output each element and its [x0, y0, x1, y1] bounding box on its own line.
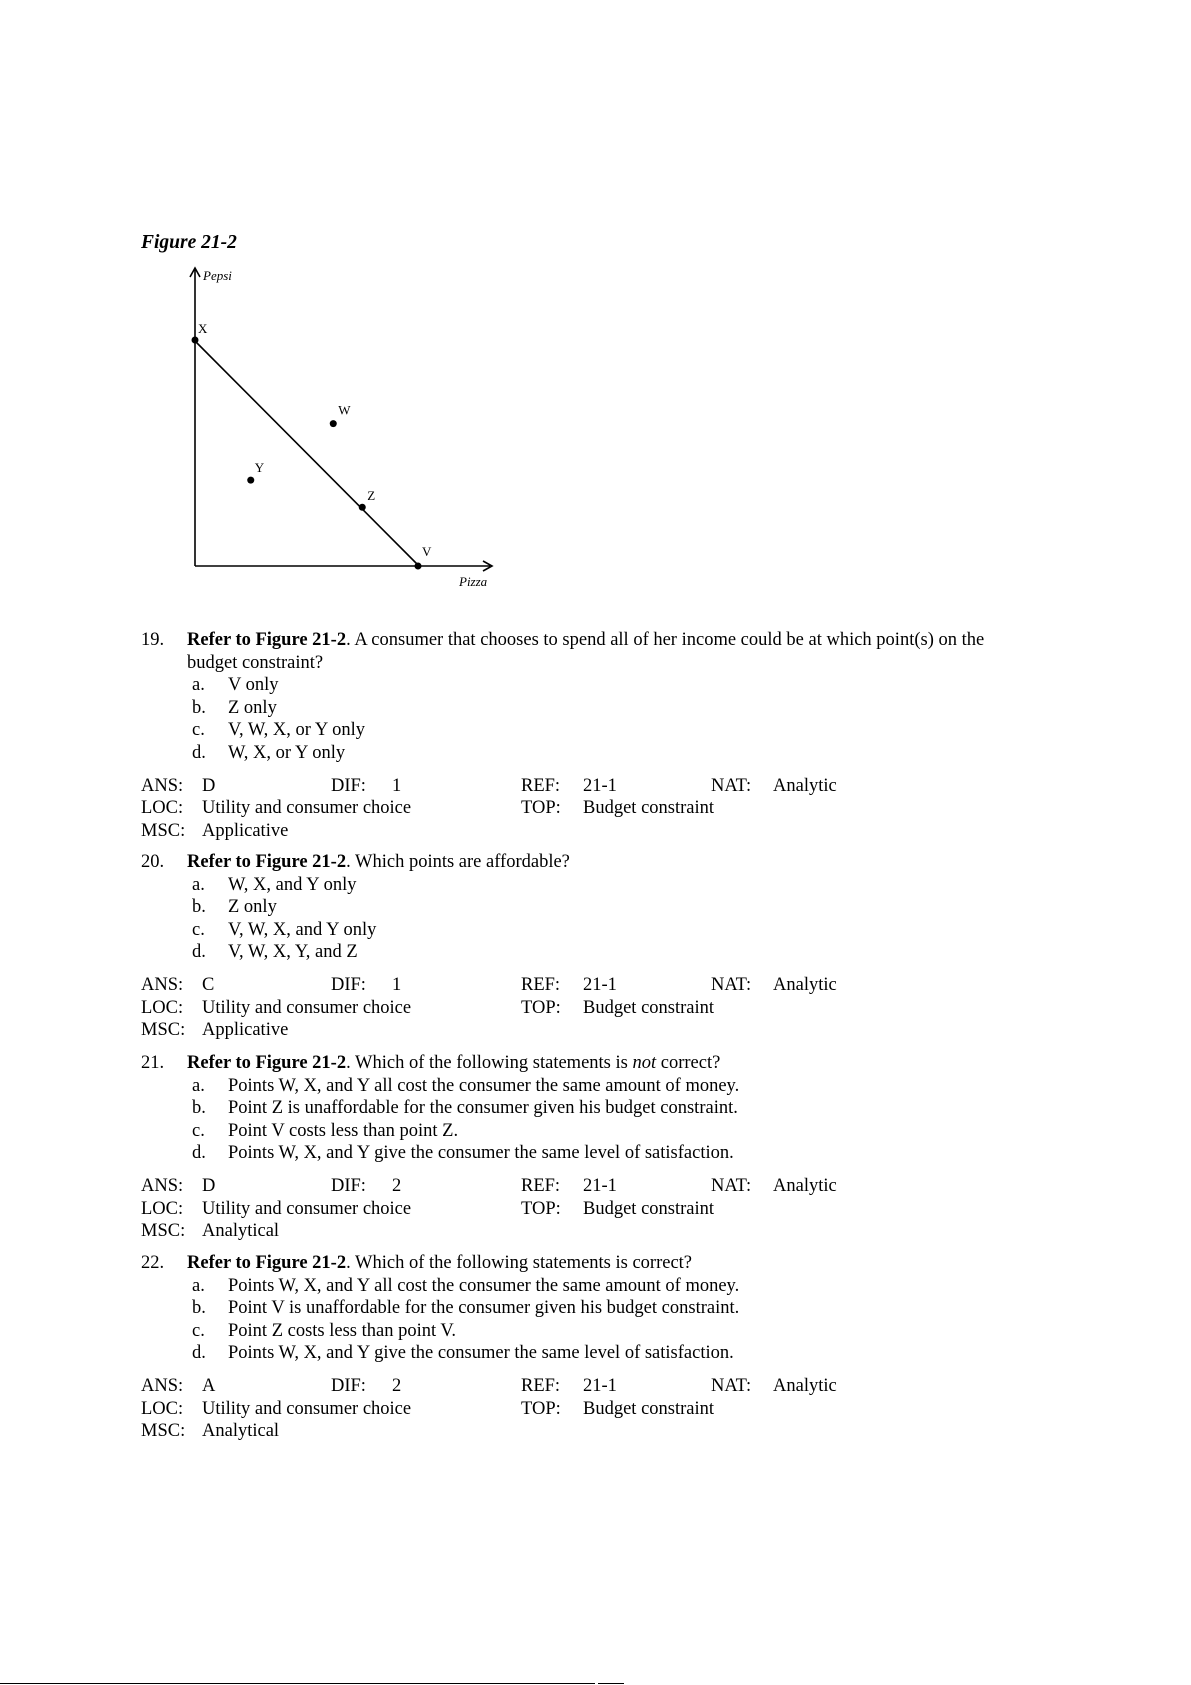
ans-label: ANS:	[141, 975, 184, 995]
nat-value: Analytic	[773, 975, 837, 995]
dif-value: 2	[392, 1176, 402, 1196]
option-letter: d.	[192, 942, 206, 963]
option-letter: b.	[192, 1298, 206, 1319]
ref-value: 21-1	[583, 975, 617, 995]
loc-label: LOC:	[141, 997, 184, 1018]
ref-value: 21-1	[583, 1176, 617, 1196]
msc-label: MSC:	[141, 1221, 186, 1242]
option-letter: c.	[192, 919, 205, 940]
question-text: . Which of the following statements is	[346, 1053, 633, 1073]
point-label-z: W	[338, 402, 351, 418]
dif-value: 2	[392, 1376, 402, 1396]
point-label-v: Y	[254, 460, 265, 476]
ref-label: REF:	[521, 1376, 561, 1396]
question-number: 19.	[141, 630, 165, 650]
loc-value: Utility and consumer choice	[202, 997, 412, 1018]
ans-value: D	[202, 1176, 216, 1196]
nat-value: Analytic	[773, 1376, 837, 1396]
point-x	[192, 337, 199, 344]
option-letter: a.	[192, 874, 205, 895]
nat-label: NAT:	[711, 1376, 752, 1396]
ans-label: ANS:	[141, 1176, 184, 1196]
option-letter: a.	[192, 1075, 205, 1096]
nat-value: Analytic	[773, 775, 837, 796]
ref-label: REF:	[521, 975, 561, 995]
question-ref: Refer to Figure 21-2	[187, 630, 347, 650]
option-text: W, X, or Y only	[228, 743, 346, 763]
question-stem	[187, 852, 570, 873]
option-text: Points W, X, and Y all cost the consumer the same amount of money.	[228, 1275, 740, 1296]
y-axis-label: Pepsi	[203, 268, 232, 283]
top-value: Budget constraint	[583, 1398, 715, 1419]
question-text: . A consumer that chooses to spend all of her income could be at which point(s) on the	[346, 630, 985, 650]
msc-value: Analytical	[202, 1421, 280, 1442]
nat-label: NAT:	[711, 1176, 752, 1196]
option-letter: b.	[192, 697, 206, 718]
msc-label: MSC:	[141, 1421, 186, 1442]
question-ref: Refer to Figure 21-2	[187, 1253, 347, 1273]
msc-label: MSC:	[141, 820, 186, 841]
point-v	[247, 477, 254, 484]
point-y	[415, 563, 422, 570]
question-text: . Which points are affordable?	[346, 852, 570, 872]
option-letter: c.	[192, 720, 205, 741]
option-letter: d.	[192, 1143, 206, 1164]
ans-label: ANS:	[141, 775, 184, 796]
nat-label: NAT:	[711, 975, 752, 995]
figure-title: Figure 21-2	[141, 232, 237, 253]
option-text: V, W, X, or Y only	[228, 720, 366, 741]
footer-rule	[0, 1683, 595, 1684]
msc-value: Applicative	[202, 820, 289, 841]
dif-label: DIF:	[331, 1176, 366, 1196]
option-text: Point V is unaffordable for the consumer given his budget constraint.	[228, 1298, 740, 1319]
question-stem	[187, 1253, 692, 1274]
ref-label: REF:	[521, 1176, 561, 1196]
option-text: Points W, X, and Y all cost the consumer the same amount of money.	[228, 1075, 740, 1096]
loc-value: Utility and consumer choice	[202, 1398, 412, 1419]
top-label: TOP:	[521, 1198, 561, 1219]
msc-value: Analytical	[202, 1221, 280, 1242]
top-label: TOP:	[521, 1398, 561, 1419]
loc-value: Utility and consumer choice	[202, 1198, 412, 1219]
loc-label: LOC:	[141, 798, 184, 819]
ref-value: 21-1	[583, 775, 617, 796]
option-letter: c.	[192, 1320, 205, 1341]
question-ref: Refer to Figure 21-2	[187, 852, 347, 872]
budget-constraint-figure	[0, 0, 1191, 600]
point-z	[330, 420, 337, 427]
loc-label: LOC:	[141, 1398, 184, 1419]
ref-value: 21-1	[583, 1376, 617, 1396]
question-number: 21.	[141, 1053, 165, 1073]
option-text: Point Z is unaffordable for the consumer given his budget constraint.	[228, 1098, 738, 1119]
option-letter: d.	[192, 1343, 206, 1364]
option-letter: b.	[192, 897, 206, 918]
ans-value: D	[202, 775, 216, 796]
point-w	[359, 504, 366, 511]
question-emphasis: not	[632, 1053, 657, 1073]
question-text-cont: budget constraint?	[187, 652, 324, 673]
point-label-w: Z	[367, 488, 376, 504]
point-label-y: V	[422, 544, 432, 559]
option-letter: c.	[192, 1120, 205, 1141]
option-letter: d.	[192, 743, 206, 763]
ans-label: ANS:	[141, 1376, 184, 1396]
top-value: Budget constraint	[583, 798, 715, 819]
question-ref: Refer to Figure 21-2	[187, 1053, 347, 1073]
top-label: TOP:	[521, 997, 561, 1018]
option-text: Points W, X, and Y give the consumer the same level of satisfaction.	[228, 1143, 734, 1164]
option-letter: a.	[192, 1275, 205, 1296]
x-axis-label: Pizza	[459, 574, 488, 589]
option-text: Point Z costs less than point V.	[228, 1320, 457, 1341]
option-text: Z only	[228, 897, 277, 918]
dif-value: 1	[392, 975, 402, 995]
option-letter: a.	[192, 675, 205, 696]
budget-line	[194, 340, 418, 565]
question-text: . Which of the following statements is correct?	[346, 1253, 693, 1273]
top-value: Budget constraint	[583, 1198, 715, 1219]
nat-label: NAT:	[711, 775, 752, 796]
nat-value: Analytic	[773, 1176, 837, 1196]
option-letter: b.	[192, 1098, 206, 1119]
loc-label: LOC:	[141, 1198, 184, 1219]
loc-value: Utility and consumer choice	[202, 798, 412, 819]
question-stem	[187, 1053, 720, 1074]
option-text: V, W, X, Y, and Z	[228, 942, 358, 963]
ans-value: A	[202, 1376, 216, 1396]
ans-value: C	[202, 975, 215, 995]
top-value: Budget constraint	[583, 997, 715, 1018]
option-text: Point V costs less than point Z.	[228, 1120, 459, 1141]
msc-label: MSC:	[141, 1020, 186, 1041]
ref-label: REF:	[521, 775, 561, 796]
question-text: correct?	[656, 1053, 721, 1073]
option-text: V only	[228, 675, 279, 696]
option-text: Points W, X, and Y give the consumer the same level of satisfaction.	[228, 1343, 734, 1364]
question-number: 22.	[141, 1253, 165, 1273]
dif-value: 1	[392, 775, 402, 796]
dif-label: DIF:	[331, 775, 366, 796]
point-label-x: X	[198, 321, 208, 336]
top-label: TOP:	[521, 798, 561, 819]
option-text: V, W, X, and Y only	[228, 919, 377, 940]
question-stem	[187, 630, 984, 651]
dif-label: DIF:	[331, 1376, 366, 1396]
question-number: 20.	[141, 852, 165, 872]
footer-rule-short	[598, 1683, 624, 1684]
option-text: W, X, and Y only	[228, 874, 357, 895]
dif-label: DIF:	[331, 975, 366, 995]
option-text: Z only	[228, 697, 277, 718]
msc-value: Applicative	[202, 1020, 289, 1041]
